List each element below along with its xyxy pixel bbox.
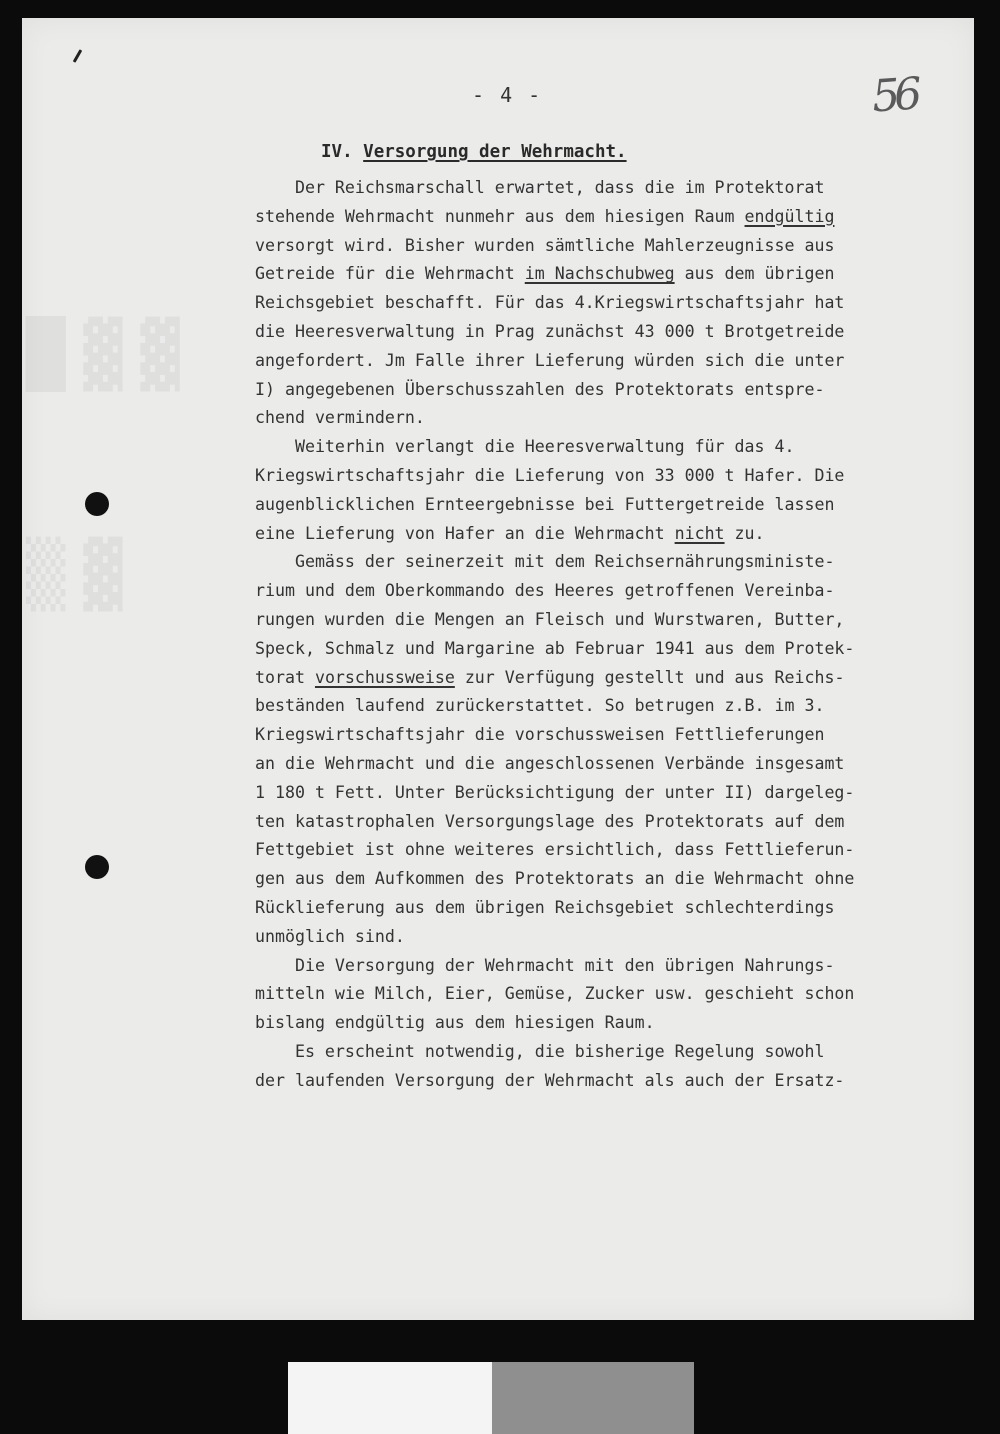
text-segment: Weiterhin verlangt die Heeresverwaltung für das 4. — [255, 437, 795, 457]
text-segment: stehende Wehrmacht nunmehr aus dem hiesigen Raum — [255, 206, 745, 226]
text-segment: versorgt wird. Bisher wurden sämtliche Mahlerzeugnisse aus — [255, 235, 835, 255]
text-segment: Kriegswirtschaftsjahr die Lieferung von 33 000 t Hafer. Die — [255, 465, 845, 485]
text-line — [255, 1038, 975, 1067]
text-line — [255, 203, 975, 232]
text-segment: Rücklieferung aus dem übrigen Reichsgebiet schlechterdings — [255, 897, 835, 917]
text-segment: torat — [255, 667, 315, 687]
text-segment: zu. — [724, 523, 765, 543]
text-line — [255, 260, 975, 289]
text-segment: chend vermindern. — [255, 408, 425, 428]
text-segment: aus dem übrigen — [674, 264, 835, 284]
text-line — [255, 980, 975, 1009]
text-segment: mitteln wie Milch, Eier, Gemüse, Zucker usw. geschieht schon — [255, 984, 855, 1004]
text-segment: angefordert. Jm Falle ihrer Lieferung würden sich die unter — [255, 350, 845, 370]
handwritten-folio-number: 56 — [870, 68, 918, 123]
text-segment: Getreide für die Wehrmacht — [255, 264, 525, 284]
section-numeral: IV. — [321, 142, 353, 162]
text-line — [255, 808, 975, 837]
text-line — [255, 664, 975, 693]
text-line — [255, 894, 975, 923]
text-segment: augenblicklichen Ernteergebnisse bei Futtergetreide lassen — [255, 494, 835, 514]
text-line — [255, 865, 975, 894]
text-line — [255, 1009, 975, 1038]
text-segment: 1 180 t Fett. Unter Berücksichtigung der unter II) dargeleg- — [255, 782, 855, 802]
punch-hole-icon — [85, 855, 109, 879]
body-text — [255, 174, 975, 1096]
punch-hole-icon — [85, 492, 109, 516]
underlined-text: vorschussweise — [314, 667, 455, 687]
text-line — [255, 174, 975, 203]
text-segment: rungen wurden die Mengen an Fleisch und Wurstwaren, Butter, — [255, 609, 845, 629]
bleed-through-mark: ▒ ▓ — [26, 538, 123, 612]
text-line — [255, 376, 975, 405]
text-line — [255, 462, 975, 491]
text-line — [255, 1067, 975, 1096]
text-segment: rium und dem Oberkommando des Heeres getroffenen Vereinba- — [255, 581, 835, 601]
bleed-through-mark: █ ▓ ▓ — [26, 318, 180, 392]
text-line — [255, 923, 975, 952]
page-number: - 4 - — [472, 83, 543, 107]
text-line — [255, 491, 975, 520]
text-segment: Die Versorgung der Wehrmacht mit den übrigen Nahrungs- — [255, 955, 835, 975]
text-segment: unmöglich sind. — [255, 926, 405, 946]
text-segment: bislang endgültig aus dem hiesigen Raum. — [255, 1013, 655, 1033]
underlined-text: im Nachschubweg — [524, 264, 675, 284]
text-line — [255, 404, 975, 433]
underlined-text: nicht — [674, 523, 725, 543]
text-segment: Gemäss der seinerzeit mit dem Reichsernährungsministe- — [255, 552, 835, 572]
text-line — [255, 318, 975, 347]
text-line — [255, 635, 975, 664]
text-segment: Fettgebiet ist ohne weiteres ersichtlich, dass Fettlieferun- — [255, 840, 855, 860]
text-segment: beständen laufend zurückerstattet. So betrugen z.B. im 3. — [255, 696, 825, 716]
text-line — [255, 289, 975, 318]
text-segment: Reichsgebiet beschafft. Für das 4.Kriegswirtschaftsjahr hat — [255, 293, 845, 313]
text-segment: ten katastrophalen Versorgungslage des Protektorats auf dem — [255, 811, 845, 831]
text-line — [255, 548, 975, 577]
text-line — [255, 347, 975, 376]
text-segment: Der Reichsmarschall erwartet, dass die im Protektorat — [255, 178, 825, 197]
text-line — [255, 577, 975, 606]
text-line — [255, 606, 975, 635]
scan-target-white — [288, 1362, 492, 1434]
text-segment: die Heeresverwaltung in Prag zunächst 43 000 t Brotgetreide — [255, 321, 845, 341]
text-line — [255, 232, 975, 261]
scan-target-grey — [492, 1362, 694, 1434]
text-segment: I) angegebenen Überschusszahlen des Protektorats entspre- — [255, 379, 825, 399]
text-segment: Speck, Schmalz und Margarine ab Februar 1941 aus dem Protek- — [255, 638, 855, 658]
text-line — [255, 779, 975, 808]
text-segment: zur Verfügung gestellt und aus Reichs- — [454, 667, 845, 687]
section-heading — [321, 142, 627, 162]
underlined-text: endgültig — [744, 206, 835, 226]
text-segment: der laufenden Versorgung der Wehrmacht als auch der Ersatz- — [255, 1070, 845, 1090]
text-line — [255, 692, 975, 721]
text-segment: eine Lieferung von Hafer an die Wehrmacht — [255, 523, 675, 543]
text-segment: Es erscheint notwendig, die bisherige Regelung sowohl — [255, 1041, 825, 1061]
text-line — [255, 836, 975, 865]
text-line — [255, 952, 975, 981]
text-line — [255, 721, 975, 750]
text-segment: Kriegswirtschaftsjahr die vorschussweisen Fettlieferungen — [255, 725, 825, 745]
text-line — [255, 750, 975, 779]
section-title: Versorgung der Wehrmacht. — [363, 142, 627, 162]
text-line — [255, 433, 975, 462]
text-line — [255, 520, 975, 549]
text-segment: an die Wehrmacht und die angeschlossenen Verbände insgesamt — [255, 753, 845, 773]
text-segment: gen aus dem Aufkommen des Protektorats an die Wehrmacht ohne — [255, 869, 855, 889]
